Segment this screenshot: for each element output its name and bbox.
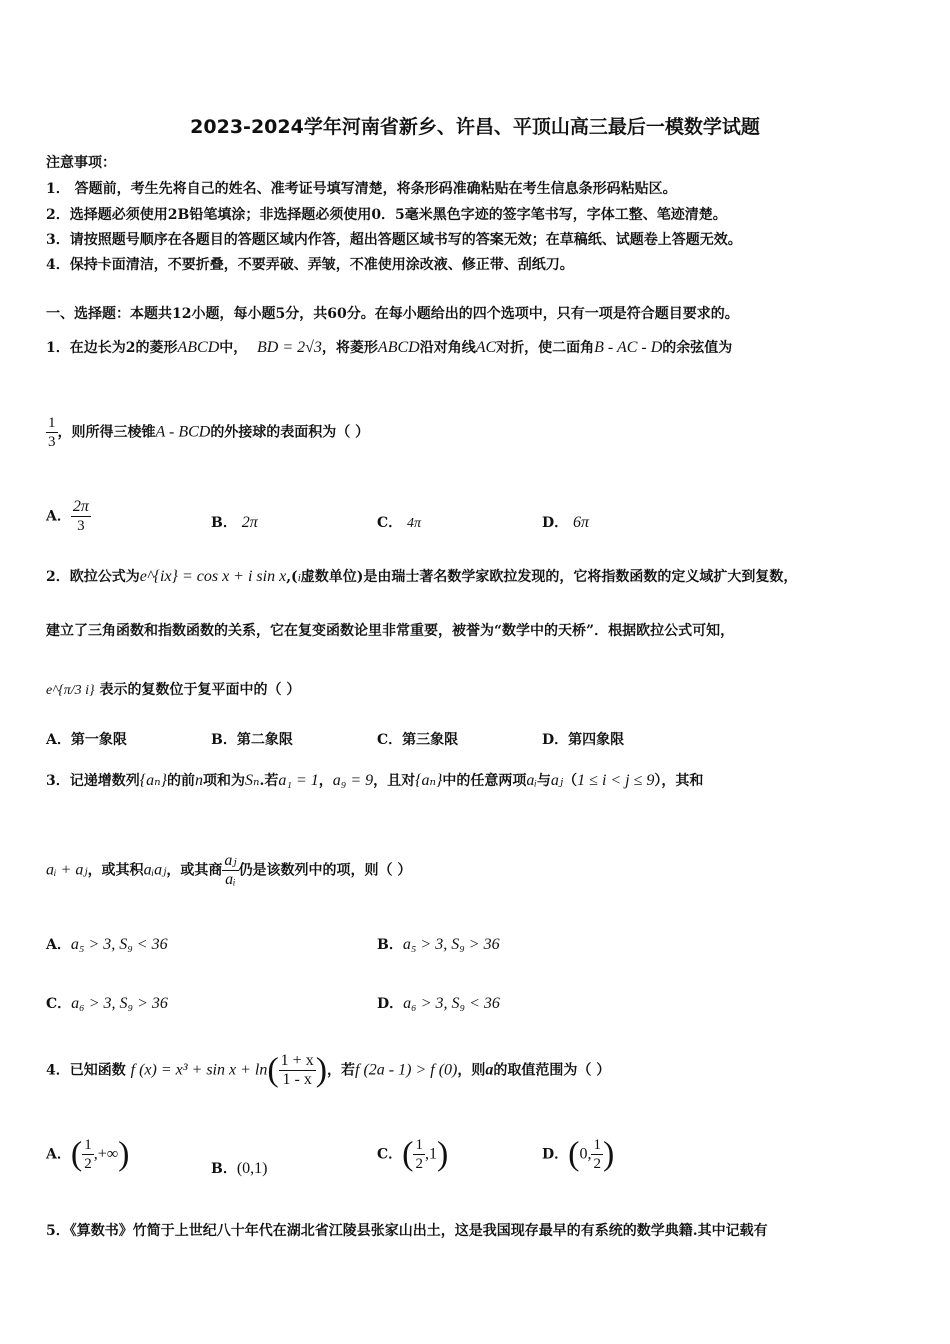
notice-item-3: 3．请按照题号顺序在各题目的答题区域内作答，超出答题区域书写的答案无效；在草稿纸、试题卷上答题无效。 [46, 232, 742, 248]
section-heading: 一、选择题：本题共12小题，每小题5分，共60分。在每小题给出的四个选项中，只有一项是符合题目要求的。 [46, 306, 739, 322]
q1-option-d[interactable]: D． 6π [542, 514, 590, 531]
q4-option-d[interactable]: D．(0, $\frac{1}{2}$ ) [542, 1135, 615, 1173]
notice-heading: 注意事项： [46, 155, 116, 171]
q1-option-a[interactable]: A． $\frac{2\pi}{3}$ [46, 498, 89, 534]
question-2-line-2: 建立了三角函数和指数函数的关系，它在复变函数论里非常重要，被誉为“数学中的天桥”．根据欧拉公式可知， [46, 623, 735, 639]
notice-item-1: 1． 答题前，考生先将自己的姓名、准考证号填写清楚，将条形码准确粘贴在考生信息条形码粘贴区。 [46, 181, 677, 197]
question-3-line-2: aᵢ + aⱼ，或其积aᵢaⱼ，或其商 $\frac{\text{aⱼ}}{\text{aᵢ}}$ 仍是该数列中的项，则（ ） [46, 852, 412, 888]
question-3-line-1: 3．记递增数列{aₙ}的前n项和为Sₙ.若a₁ = 1，a₉ = 9，且对{aₙ}中的任意两项aᵢ与aⱼ（1 ≤ i < j ≤ 9），其和 [46, 772, 704, 789]
q4-option-a[interactable]: A．( $\frac{1}{2}$ ,+∞) [46, 1135, 130, 1173]
q3-option-a[interactable]: A．a₅ > 3, S₉ < 36 [46, 936, 168, 953]
question-2-line-1: 2．欧拉公式为e^{ix} = cos x + i sin x,(i虚数单位)是由瑞士著名数学家欧拉发现的，它将指数函数的定义域扩大到复数， [46, 568, 798, 585]
q1-option-c[interactable]: C． 4π [377, 515, 422, 531]
q2-option-a[interactable]: A．第一象限 [46, 732, 127, 748]
q4-option-c[interactable]: C．( $\frac{1}{2}$ ,1) [377, 1135, 449, 1173]
q2-option-b[interactable]: B．第二象限 [211, 732, 293, 748]
q3-option-c[interactable]: C．a₆ > 3, S₉ > 36 [46, 995, 168, 1012]
q2-option-d[interactable]: D．第四象限 [542, 732, 625, 748]
q4-option-b[interactable]: B．(0,1) [211, 1160, 268, 1177]
question-1-line-1: 1．在边长为2的菱形ABCD中， BD = 2√3，将菱形ABCD沿对角线AC对折，使二面角B - AC - D的余弦值为 [46, 339, 733, 356]
q1-option-b[interactable]: B． 2π [211, 514, 258, 531]
question-4-line: 4．已知函数 f (x) = x³ + sin x + ln( $\frac{1 + x}{1 - x}$ )，若f (2a - 1) > f (0)，则a的取值范围为（ ） [46, 1051, 611, 1089]
q3-option-b[interactable]: B．a₅ > 3, S₉ > 36 [377, 936, 500, 953]
question-5-line: 5．《算数书》竹简于上世纪八十年代在湖北省江陵县张家山出土，这是我国现存最早的有系统的数学典籍.其中记载有 [46, 1223, 768, 1239]
q2-option-c[interactable]: C．第三象限 [377, 732, 459, 748]
q3-option-d[interactable]: D．a₆ > 3, S₉ < 36 [377, 995, 500, 1012]
page-title: 2023-2024学年河南省新乡、许昌、平顶山高三最后一模数学试题 [190, 116, 760, 138]
fraction-one-third: $\frac{1}{3}$ [48, 415, 56, 450]
notice-item-2: 2．选择题必须使用2B铅笔填涂；非选择题必须使用0．5毫米黑色字迹的签字笔书写，字体工整、笔迹清楚。 [46, 207, 727, 223]
question-2-line-3: e^{π/3 i} 表示的复数位于复平面中的（ ） [46, 682, 301, 698]
question-1-line-2: $\frac{1}{3}$ ，则所得三棱锥A - BCD的外接球的表面积为（ ） [48, 415, 370, 450]
notice-item-4: 4．保持卡面清洁，不要折叠，不要弄破、弄皱，不准使用涂改液、修正带、刮纸刀。 [46, 257, 574, 273]
